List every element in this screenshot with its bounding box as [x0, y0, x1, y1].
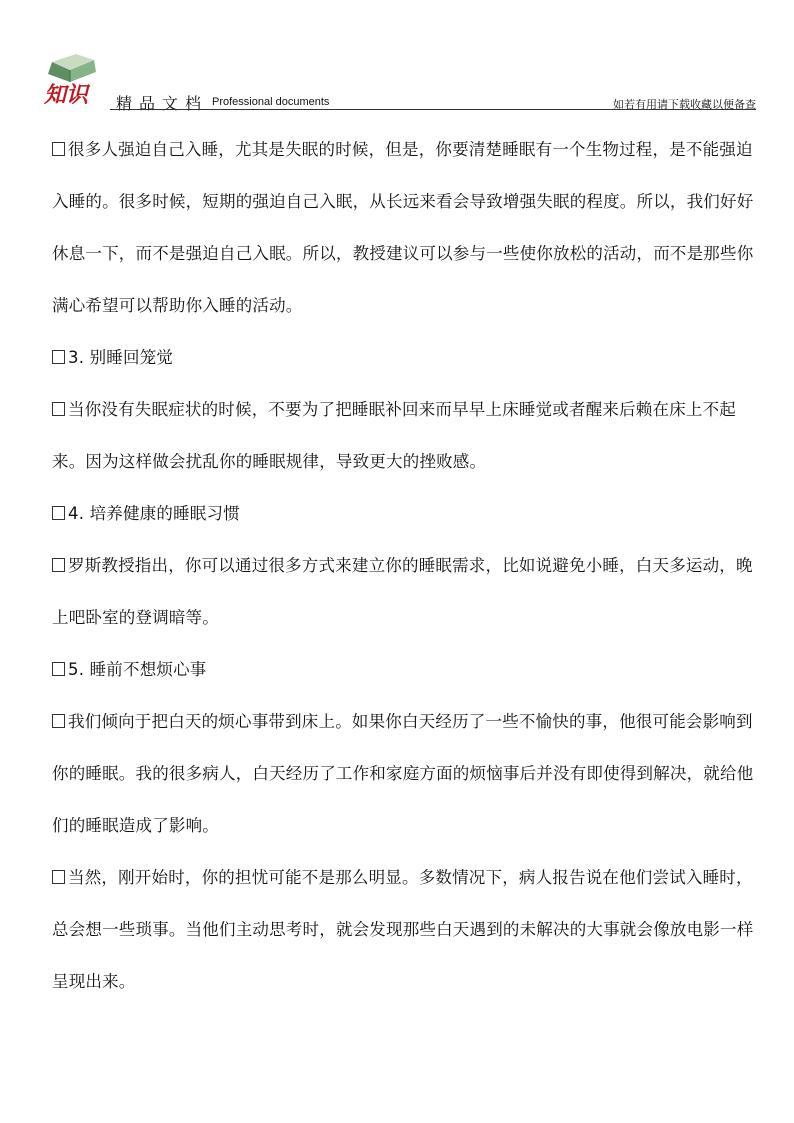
bullet-box-icon	[52, 142, 65, 156]
bullet-box-icon	[52, 870, 65, 884]
document-body	[52, 124, 764, 1008]
bullet-box-icon	[52, 558, 65, 572]
paragraph	[52, 384, 764, 488]
paragraph-text: 我们倾向于把白天的烦心事带到床上。如果你白天经历了一些不愉快的事，他很可能会影响到你的睡眠。我的很多病人，白天经历了工作和家庭方面的烦恼事后并没有即使得到解决，就给他们的睡眠造成了影响。	[52, 712, 754, 835]
heading-text: 4. 培养健康的睡眠习惯	[68, 504, 240, 523]
heading-text: 3. 别睡回笼觉	[68, 348, 174, 367]
svg-text:知识: 知识	[44, 82, 89, 108]
page-header	[0, 0, 794, 112]
bullet-box-icon	[52, 662, 65, 676]
bullet-box-icon	[52, 714, 65, 728]
bullet-box-icon	[52, 350, 65, 364]
header-divider	[110, 109, 756, 110]
header-download-note: 如若有用请下载收藏以便备查	[613, 98, 756, 111]
paragraph	[52, 696, 764, 852]
section-heading	[52, 488, 764, 540]
paragraph	[52, 540, 764, 644]
paragraph-text: 罗斯教授指出，你可以通过很多方式来建立你的睡眠需求，比如说避免小睡，白天多运动，晚上吧卧室的登调暗等。	[52, 556, 753, 627]
bullet-box-icon	[52, 402, 65, 416]
header-title-cn: 精品文档	[116, 94, 209, 113]
paragraph-text: 很多人强迫自己入睡，尤其是失眠的时候，但是，你要清楚睡眠有一个生物过程，是不能强迫入睡的。很多时候，短期的强迫自己入眠，从长远来看会导致增强失眠的程度。所以，我们好好休息一下，而不是强迫自己入眠。所以，教授建议可以参与一些使你放松的活动，而不是那些你满心希望可以帮助你入睡的活动。	[52, 140, 754, 315]
paragraph	[52, 852, 764, 1008]
heading-text: 5. 睡前不想烦心事	[68, 660, 207, 679]
paragraph	[52, 124, 764, 332]
section-heading	[52, 644, 764, 696]
paragraph-text: 当然，刚开始时，你的担忧可能不是那么明显。多数情况下，病人报告说在他们尝试入睡时，总会想一些琐事。当他们主动思考时，就会发现那些白天遇到的未解决的大事就会像放电影一样呈现出来。	[52, 868, 754, 991]
book-logo-icon	[40, 52, 102, 108]
header-title-en: Professional documents	[212, 96, 330, 108]
section-heading	[52, 332, 764, 384]
paragraph-text: 当你没有失眠症状的时候，不要为了把睡眠补回来而早早上床睡觉或者醒来后赖在床上不起来。因为这样做会扰乱你的睡眠规律，导致更大的挫败感。	[52, 400, 736, 471]
bullet-box-icon	[52, 506, 65, 520]
